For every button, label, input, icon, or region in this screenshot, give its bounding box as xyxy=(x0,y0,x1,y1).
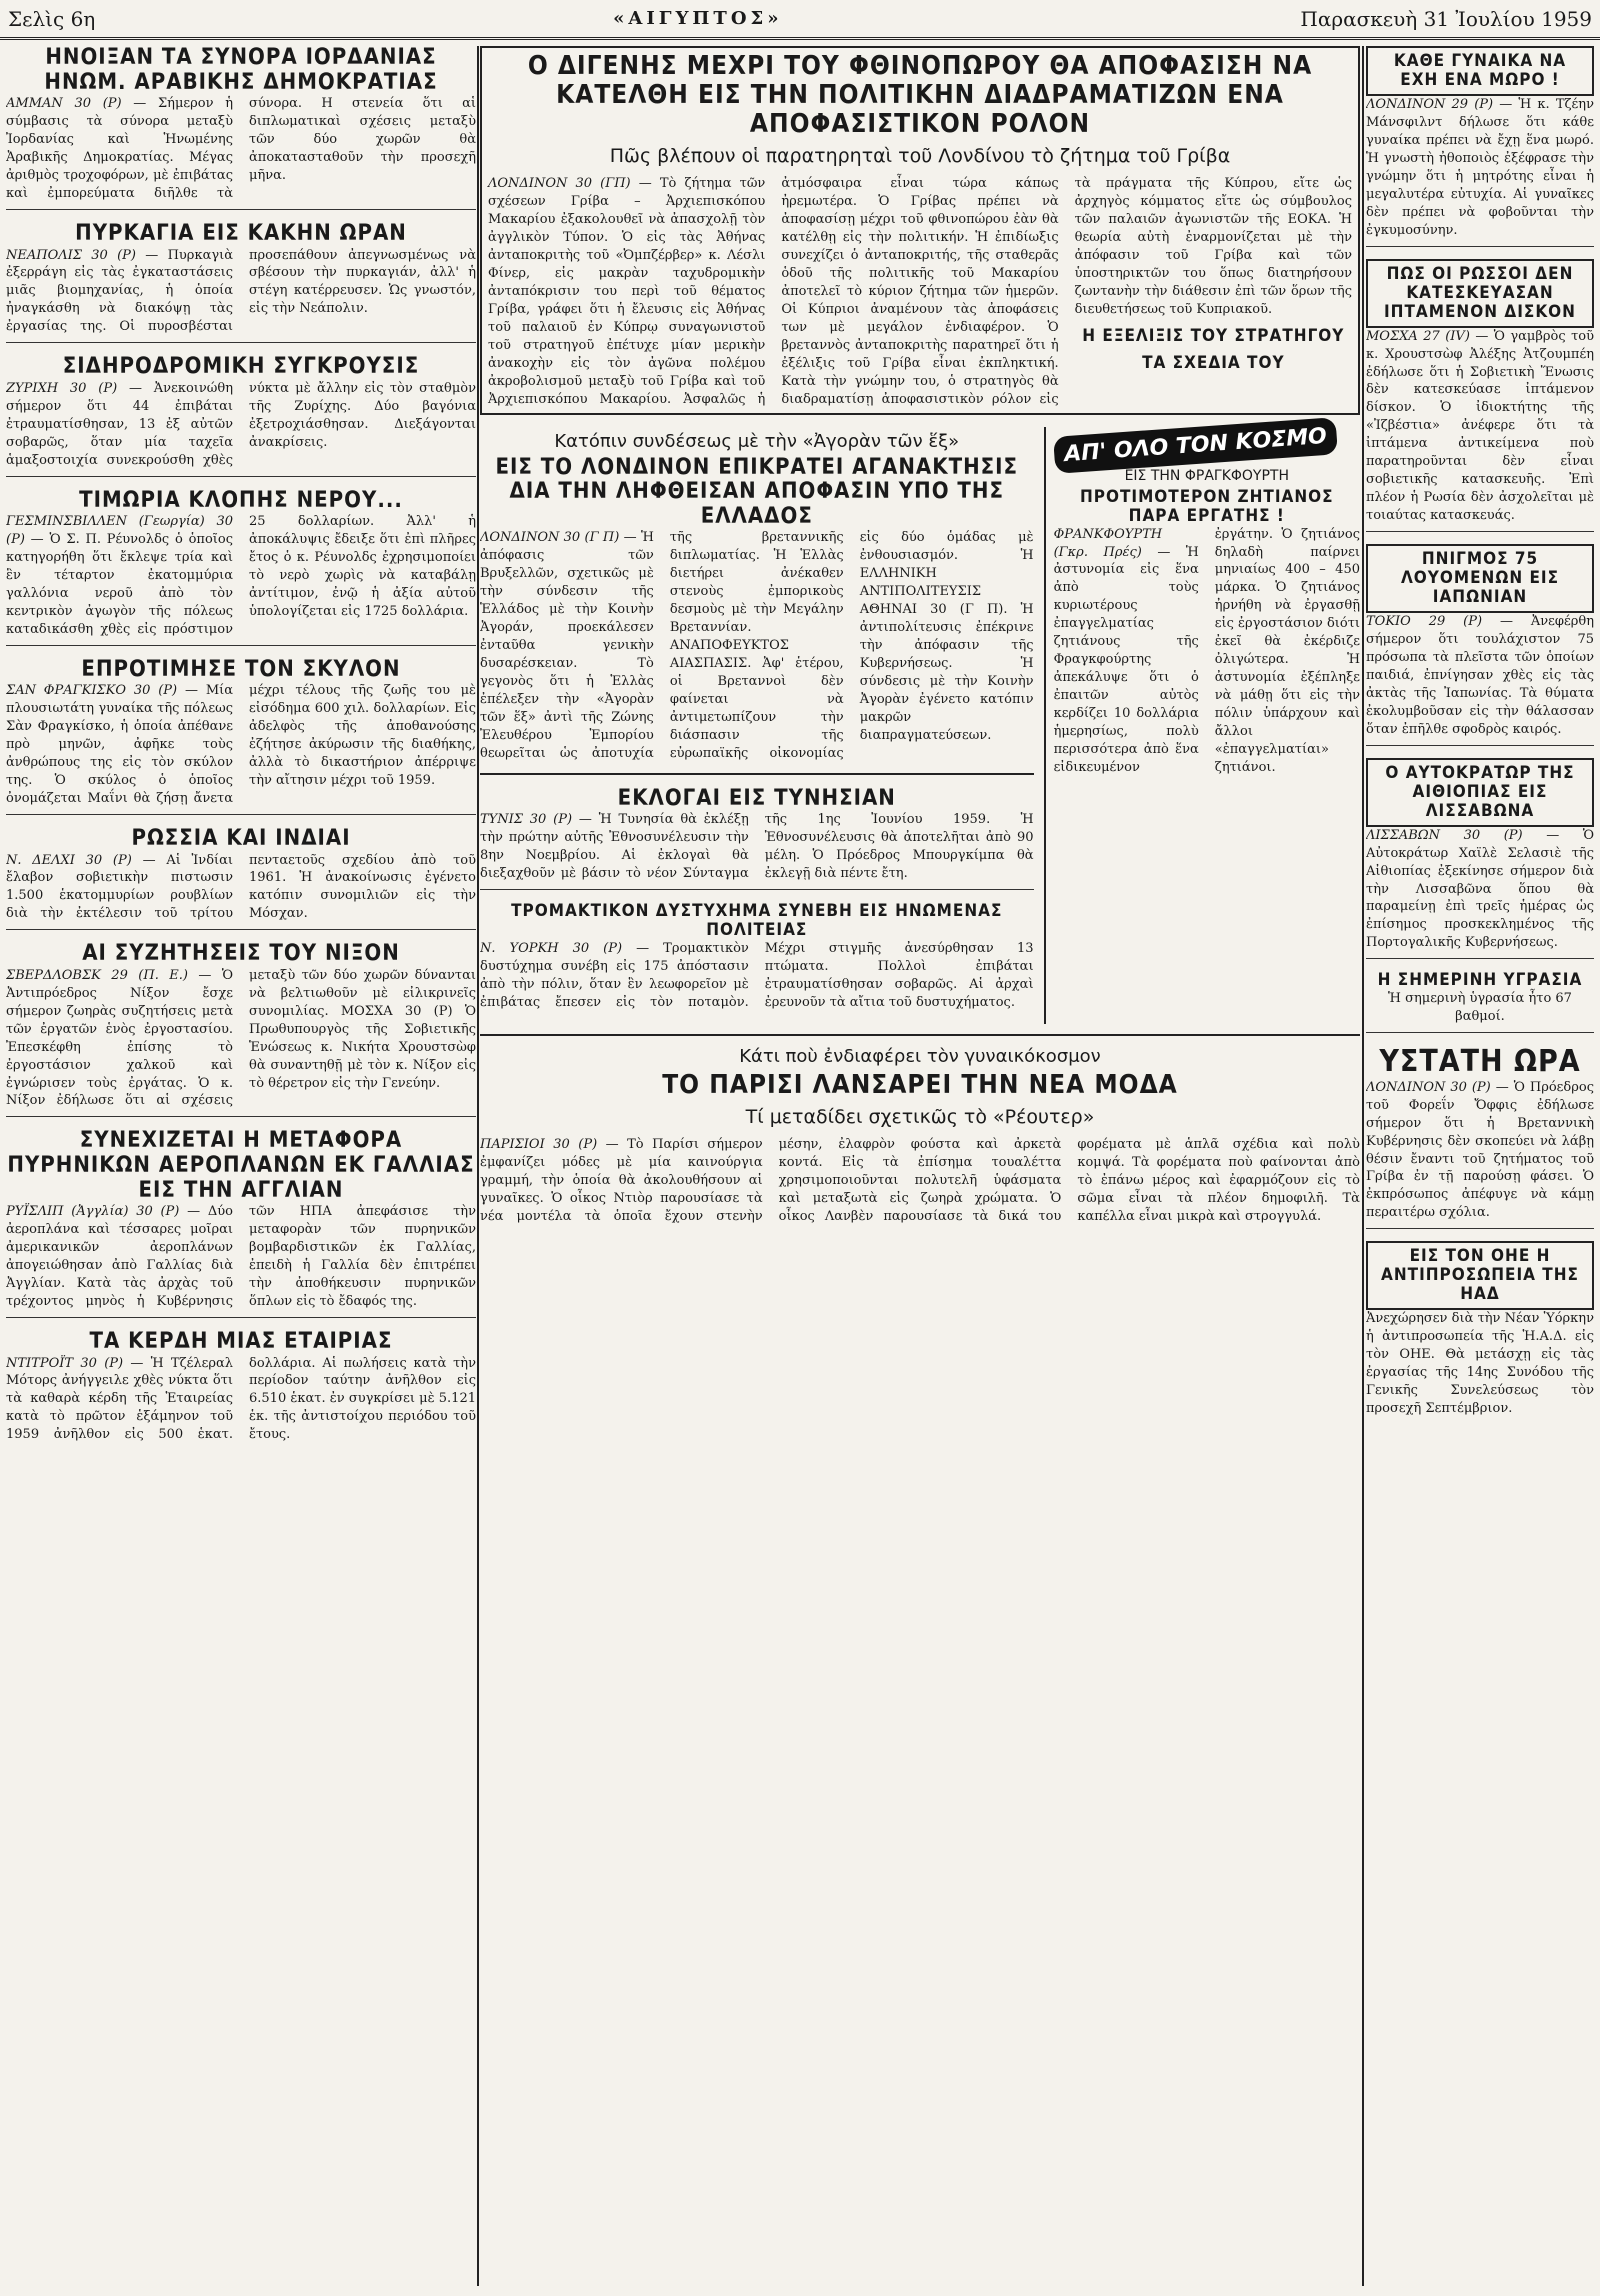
divider xyxy=(480,889,1034,890)
section-logo xyxy=(1054,423,1360,467)
article-body: ΝΕΑΠΟΛΙΣ 30 (Ρ) — Πυρκαγιὰ ἐξερράγη εἰς τὰς ἐγκαταστάσεις μιᾶς βιομηχανίας, ἡ ὁποία ἠναγκάσθη νὰ διακόψῃ τὰς ἐργασίας της. Οἱ πυροσβέσται προσεπάθουν ἀπεγνωσμένως νὰ σβέσουν τὴν πυρκαγιάν, ἀλλ' ἡ στέγη κατέρρευσεν. Ὡς γνωστόν, εἰς τὴν Νεάπολιν. xyxy=(6,247,476,335)
article-text: Μία πλουσιωτάτη γυναίκα τῆς πόλεως Σὰν Φραγκίσκο, ἡ ὁποία ἀπέθανε πρὸ μηνῶν, ἀφῆκε τοὺς ἀνθρώπους της εἰς τὸν σκύλον της. Ὁ σκύλος ὁ ὁποῖος ὀνομάζεται Μαΐνι θὰ ζήσῃ ἄνετα μέχρι τέλους τῆς ζωῆς του μὲ εἰσόδημα 600 χιλ. δολλαρίων. Εἰς ἀδελφὸς τῆς ἀποθανούσης ἐζήτησε ἀκύρωσιν τῆς διαθήκης, ἀλλὰ τὸ δικαστήριον ἀπέρριψε τὴν αἴτησιν μέχρι τοῦ 1959. xyxy=(6,683,476,806)
apollo-logo: ΑΠ' ΟΛΟ ΤΟΝ ΚΟΣΜΟ xyxy=(1053,417,1338,474)
headline: ΠΥΡΚΑΓΙΑ ΕΙΣ ΚΑΚΗΝ ΩΡΑΝ xyxy=(75,220,407,246)
headline: ΤΑ ΚΕΡΔΗ ΜΙΑΣ ΕΤΑΙΡΙΑΣ xyxy=(89,1328,393,1354)
article-nixon xyxy=(6,942,476,1117)
article-body: ΛΟΝΔΙΝΟΝ 30 (Ρ) — Ὁ Πρόεδρος τοῦ Φορεΐν Ὄφφις ἐδήλωσε σήμερον ὅτι ἡ Βρεταννικὴ Κυβέρνησις δὲν σκοπεύει νὰ λάβῃ θέσιν ἔναντι τοῦ ζητήματος τοῦ Γρίβα ἐν τῇ παρούσῃ φάσει. Ὁ ἐκπρόσωπος ἀπέφυγε νὰ κάμῃ περαιτέρω σχόλια. xyxy=(1366,1079,1594,1221)
divider xyxy=(1366,1228,1594,1229)
headline: ΑΙ ΣΥΖΗΤΗΣΕΙΣ ΤΟΥ ΝΙΞΟΝ xyxy=(82,941,400,967)
article-text: Ὁ Αὐτοκράτωρ Χαϊλὲ Σελασιὲ τῆς Αἰθιοπίας ἐξεκίνησε σήμερον διὰ τὴν Λισσαβῶνα ὅπου θὰ παραμείνῃ ἐπὶ τρεῖς ἡμέρας ὡς ἐπίσημος προσκεκλημένος τῆς Πορτογαλικῆς Κυβερνήσεως. xyxy=(1366,827,1594,951)
article-humidity xyxy=(1366,971,1594,1033)
main-column xyxy=(480,46,1360,2286)
article-text: Ὁ γαμβρὸς τοῦ κ. Χρουστσὼφ Ἀλέξης Ἀτζουμπέη ἐδήλωσε ὅτι ἡ Σοβιετικὴ Ἕνωσις δὲν κατεσκεύασε ἰπτάμενον δίσκον. Ὁ ἰδιοκτήτης τῆς «Ἰζβέστια» ἀνέφερε ὅτι τὰ ἰπτάμενα ἀντικείμενα ποὺ παρατηροῦνται δὲν εἶναι σοβιετικῆς κατασκευῆς. Ἐπὶ πλέον ἡ Ρωσία δὲν ἀσχολεῖται μὲ τοιαύτας κατασκευάς. xyxy=(1366,328,1594,524)
headline: ΕΚΛΟΓΑΙ ΕΙΣ ΤΥΝΗΣΙΑΝ xyxy=(617,785,896,811)
article-text: Τρομακτικὸν δυστύχημα συνέβη εἰς 175 ἀπόστασιν ἀπὸ τὴν πόλιν, ὅταν ἓν λεωφορεῖον μὲ ἐπιβάτας ἔπεσεν εἰς τὸν ποταμὸν. Μέχρι στιγμῆς ἀνεσύρθησαν 13 πτώματα. Πολλοὶ ἐπιβάται ἐτραυματίσθησαν σοβαρῶς. Αἱ ἀρχαὶ ἐρευνοῦν τὰ αἴτια τοῦ δυστυχήματος. xyxy=(480,941,1034,1010)
article-profits xyxy=(6,1330,476,1444)
article-body: ΤΟΚΙΟ 29 (Ρ) — Ἀνεφέρθη σήμερον ὅτι τουλάχιστον 75 πρόσωπα τὰ πλεῖστα τῶν ὁποίων παιδιά, ἐπνίγησαν χθὲς εἰς τὰς ἀκτὰς τῆς Ἰαπωνίας. Τὰ θύματα ἐκολυμβοῦσαν εἰς τὴν θάλασσαν ὅταν ἐπῆλθε σφοδρὸς καιρός. xyxy=(1366,614,1594,737)
article-text: Ὁ Ἀντιπρόεδρος Νίξον ἔσχε σήμερον ζωηρὰς συζητήσεις μετὰ τῶν ἐργατῶν ἑνὸς ἐργοστασίου. Ἐπεσκέφθη ἐπίσης τὸ ἐργοστάσιον χαλκοῦ καὶ ἐγνώρισεν τοὺς ἐργάτας. Ὁ κ. Νίξον ἐδήλωσε ὅτι αἱ σχέσεις μεταξὺ τῶν δύο χωρῶν δύνανται νὰ βελτιωθοῦν μὲ εἰλικρινεῖς συνομιλίας. ΜΟΣΧΑ 30 (Ρ) Ὁ Πρωθυπουργὸς τῆς Σοβιετικῆς Ἑνώσεως κ. Νικήτα Χρουστσὼφ θὰ συναντηθῇ μὲ τὸν κ. Νίξον εἰς τὸ θέρετρον εἰς τὴν Γενεύην. xyxy=(6,967,476,1109)
article-fire xyxy=(6,222,476,343)
divider xyxy=(6,209,476,210)
subhead: ΤΑ ΣΧΕΔΙΑ ΤΟΥ xyxy=(1142,352,1285,373)
left-column xyxy=(6,46,476,2286)
article-text: Ἡ σημερινὴ ὑγρασία ἦτο 67 βαθμοί. xyxy=(1388,991,1572,1025)
article-text: Ἀνεχώρησεν διὰ τὴν Νέαν Ὑόρκην ἡ ἀντιπροσωπεία τῆς Ἡ.Α.Δ. εἰς τὸν ΟΗΕ. Θὰ μετάσχῃ εἰς τὰς ἐργασίας τῆς 14ης Συνόδου τῆς Γενικῆς Συνελεύσεως τὸν προσεχῆ Σεπτέμβριον. xyxy=(1366,1311,1594,1417)
divider xyxy=(1366,1032,1594,1033)
article-body: ΦΡΑΝΚΦΟΥΡΤΗ (Γκρ. Πρές) — Ἡ ἀστυνομία εἰς ἕνα ἀπὸ τοὺς κυριωτέρους ἐπαγγελματίας ζητιάνους τῆς Φραγκφούρτης ἀπεκάλυψε ὅτι ὁ ἐπαιτῶν αὐτὸς κερδίζει 10 δολλάρια ἡμερησίως, πολὺ περισσότερα ἀπὸ ἕνα εἰδικευμένον ἐργάτην. Ὁ ζητιάνος δηλαδὴ παίρνει μηνιαίως 400 – 450 μάρκα. Ὁ ζητιάνος ἠρνήθη νὰ ἐργασθῇ εἰς ἐργοστάσιον διότι ἐκεῖ θὰ ἐκέρδιζε ὀλιγώτερα. Ἡ ἀστυνομία ἐξέπληξε νὰ μάθῃ ὅτι εἰς τὴν πόλιν ὑπάρχουν καὶ ἄλλοι «ἐπαγγελματίαι» ζητιάνοι. xyxy=(1053,526,1360,775)
headline: ΚΑΘΕ ΓΥΝΑΙΚΑ ΝΑ ΕΧΗ ΕΝΑ ΜΩΡΟ ! xyxy=(1366,46,1594,96)
divider xyxy=(480,773,1034,775)
article-text: Σήμερον ἡ σύμβασις τὰ σύνορα μεταξὺ Ἰορδανίας καὶ Ἡνωμένης Ἀραβικῆς Δημοκρατίας. Μέγας ἀριθμὸς τροχοφόρων, μὲ ἐπιβάτας καὶ ἐμπορεύματα διῆλθε τὰ σύνορα. Η στενεία ὅτι αἱ διπλωματικαὶ σχέσεις μεταξὺ τῶν δύο χωρῶν θὰ ἀποκατασταθοῦν τὴν προσεχῆ μῆνα. xyxy=(6,96,476,201)
dateline: ΑΜΜΑΝ 30 (Ρ) xyxy=(6,96,122,112)
headline: ΠΝΙΓΜΟΣ 75 ΛΟΥΟΜΕΝΩΝ ΕΙΣ ΙΑΠΩΝΙΑΝ xyxy=(1366,544,1594,613)
divider xyxy=(1366,745,1594,746)
right-block xyxy=(1044,423,1360,1024)
article-baby xyxy=(1366,46,1594,247)
article-text: Τὸ Παρίσι σήμερον ἐμφανίζει μόδες μὲ μία καινούργια γραμμή, τὴν ὁποία θὰ ἀκολουθήσουν αἱ γυναῖκες. Ὁ οἶκος Ντιὸρ παρουσίασε τὰ νέα μοντέλα τὰ ὁποῖα ἔχουν στενὴν μέσην, ἐλαφρὸν φούστα καὶ ἀρκετὰ κοντά. Εἰς τὰ ἐπίσημα τουαλέττα χρησιμοποιοῦνται πολυτελῆ ὑφάσματα καὶ μεταξωτὰ εἰς ζωηρὰ χρώματα. Ὁ οἶκος Λανβὲν παρουσίασε τὰ δικά του φορέματα μὲ ἁπλᾶ σχέδια καὶ πολὺ κομψά. Τὰ φορέματα ποὺ φαίνονται ἀπὸ τὸ ἐπάνω μέρος καὶ ἐφαρμόζουν εἰς τὸ σῶμα εἶναι τὰ πλέον δημοφιλῆ. Τὰ καπέλλα εἶναι μικρὰ καὶ στρογγυλά. xyxy=(480,1136,1360,1224)
article-text: Ἡ ἀπόφασις τῶν Βρυξελλῶν, σχετικῶς μὲ τὴν σύνδεσιν τῆς Ἑλλάδος μὲ τὴν Κοινὴν Ἀγοράν, προεκάλεσεν ἐνταῦθα γενικὴν δυσαρέσκειαν. Τὸ γεγονὸς ὅτι ἡ Ἑλλὰς ἐπέλεξεν τὴν «Ἀγορὰν τῶν ἕξ» ἀντὶ τῆς Ζώνης Ἐλευθέρου Ἐμπορίου θεωρεῖται ὡς ἀποτυχία τῆς βρεταννικῆς διπλωματίας. Ἡ Ἑλλὰς διετήρει ἀνέκαθεν στενοὺς ἐμπορικοὺς δεσμοὺς μὲ τὴν Μεγάλην Βρεταννίαν. ΑΝΑΠΟΦΕΥΚΤΟΣ ΑΙΑΣΠΑΣΙΣ. Ἀφ' ἑτέρου, οἱ Βρεταννοὶ δὲν φαίνεται νὰ ἀντιμετωπίζουν τὴν διάσπασιν τῆς εὐρωπαϊκῆς οἰκονομίας εἰς δύο ὁμάδας μὲ ἐνθουσιασμόν. Ἡ ΕΛΛΗΝΙΚΗ ΑΝΤΙΠΟΛΙΤΕΥΣΙΣ ΑΘΗΝΑΙ 30 (Γ Π). Ἡ ἀντιπολίτευσις ἐπέκρινε τὴν ἀπόφασιν τῆς Κυβερνήσεως. Ἡ σύνδεσις μὲ τὴν Κοινὴν Ἀγορὰν ἐγένετο κατόπιν μακρῶν διαπραγματεύσεων. xyxy=(480,530,1034,761)
article-accident xyxy=(480,902,1034,1012)
article-late-news xyxy=(1366,1045,1594,1229)
headline: ΤΟ ΠΑΡΙΣΙ ΛΑΝΣΑΡΕΙ ΤΗΝ ΝΕΑ ΜΟΔΑ xyxy=(662,1069,1178,1100)
article-body: ΣΑΝ ΦΡΑΓΚΙΣΚΟ 30 (Ρ) — Μία πλουσιωτάτη γυναίκα τῆς πόλεως Σὰν Φραγκίσκο, ἡ ὁποία ἀπέθανε πρὸ μηνῶν, ἀφῆκε τοὺς ἀνθρώπους της εἰς τὸν σκύλον της. Ὁ σκύλος ὁ ὁποῖος ὀνομάζεται Μαΐνι θὰ ζήσῃ ἄνετα μέχρι τέλους τῆς ζωῆς του μὲ εἰσόδημα 600 χιλ. δολλαρίων. Εἰς ἀδελφὸς τῆς ἀποθανούσης ἐζήτησε ἀκύρωσιν τῆς διαθήκης, ἀλλὰ τὸ δικαστήριον ἀπέρριψε τὴν αἴτησιν μέχρι τοῦ 1959. xyxy=(6,683,476,806)
dateline: ΓΕΣΜΙΝΣΒΙΛΛΕΝ (Γεωργία) 30 (Ρ) xyxy=(6,514,233,548)
divider xyxy=(480,1034,1360,1036)
article-ethiopia xyxy=(1366,758,1594,960)
dateline: ΖΥΡΙΧΗ 30 (Ρ) xyxy=(6,380,118,396)
dateline: ΡΥΪΣΛΙΠ (Ἀγγλία) 30 (Ρ) xyxy=(6,1204,180,1220)
article-text: Ἡ κ. Τζέην Μάνσφιλντ δήλωσε ὅτι κάθε γυναίκα πρέπει νὰ ἔχῃ ἕνα μωρό. Ἡ γνωστὴ ἠθοποιὸς ἐξέφρασε τὴν γνώμην ὅτι ἡ μητρότης εἶναι ἡ μεγαλυτέρα εὐτυχία. Αἱ γυναῖκες δὲν πρέπει νὰ φοβοῦνται τὴν ἐγκυμοσύνην. xyxy=(1366,97,1594,238)
article-beggar xyxy=(1053,423,1360,777)
article-body: ΓΕΣΜΙΝΣΒΙΛΛΕΝ (Γεωργία) 30 (Ρ) — Ὁ Σ. Π. Ρέυνολδς ὁ ὁποῖος κατηγορήθη ὅτι ἔκλεψε τρία καὶ ἓν τέταρτον ἐκατομμύρια γαλλόνια νεροῦ ἀπὸ τὸν κεντρικὸν ἀγωγὸν τῆς πόλεως καταδικάσθη χθὲς εἰς πρόστιμον 25 δολλαρίων. Ἀλλ' ἡ ἀποκάλυψις ἔδειξε ὅτι ἐπὶ πλῆρες ἔτος ὁ κ. Ρέυνολδς ἐχρησιμοποίει τὸ νερὸ χωρὶς νὰ καταβάλῃ ἀντίτιμον, ἐνῷ ἡ ἀξία αὐτοῦ ὑπολογίζεται εἰς 1725 δολλάρια. xyxy=(6,514,476,637)
headline: ΤΙΜΩΡΙΑ ΚΛΟΠΗΣ ΝΕΡΟΥ... xyxy=(79,487,403,513)
article-body: ΛΟΝΔΙΝΟΝ 30 (Γ Π) — Ἡ ἀπόφασις τῶν Βρυξελλῶν, σχετικῶς μὲ τὴν σύνδεσιν τῆς Ἑλλάδος μὲ τὴν Κοινὴν Ἀγοράν, προεκάλεσεν ἐνταῦθα γενικὴν δυσαρέσκειαν. Τὸ γεγονὸς ὅτι ἡ Ἑλλὰς ἐπέλεξεν τὴν «Ἀγορὰν τῶν ἕξ» ἀντὶ τῆς Ζώνης Ἐλευθέρου Ἐμπορίου θεωρεῖται ὡς ἀποτυχία τῆς βρεταννικῆς διπλωματίας. Ἡ Ἑλλὰς διετήρει ἀνέκαθεν στενοὺς ἐμπορικοὺς δεσμοὺς μὲ τὴν Μεγάλην Βρεταννίαν. ΑΝΑΠΟΦΕΥΚΤΟΣ ΑΙΑΣΠΑΣΙΣ. Ἀφ' ἑτέρου, οἱ Βρεταννοὶ δὲν φαίνεται νὰ ἀντιμετωπίζουν τὴν διάσπασιν τῆς εὐρωπαϊκῆς οἰκονομίας εἰς δύο ὁμάδας μὲ ἐνθουσιασμόν. Ἡ ΕΛΛΗΝΙΚΗ ΑΝΤΙΠΟΛΙΤΕΥΣΙΣ ΑΘΗΝΑΙ 30 (Γ Π). Ἡ ἀντιπολίτευσις ἐπέκρινε τὴν ἀπόφασιν τῆς Κυβερνήσεως. Ἡ σύνδεσις μὲ τὴν Κοινὴν Ἀγορὰν ἐγένετο κατόπιν μακρῶν διαπραγματεύσεων. xyxy=(480,530,1034,761)
article-un xyxy=(1366,1241,1594,1418)
page-number: Σελὶς 6η xyxy=(8,6,96,31)
masthead xyxy=(0,0,1600,40)
kicker: ΕΙΣ ΤΗΝ ΦΡΑΓΚΦΟΥΡΤΗ xyxy=(1124,467,1289,484)
article-body: ΝΤΙΤΡΟΪΤ 30 (Ρ) — Ἡ Τζέλεραλ Μότορς ἀνήγγειλε χθὲς νύκτα ὅτι τὰ καθαρὰ κέρδη τῆς Ἑταιρείας κατὰ τὸ πρῶτον ἑξάμηνον τοῦ 1959 ἀνῆλθον εἰς 500 ἑκατ. δολλάρια. Αἱ πωλήσεις κατὰ τὴν περίοδον ταύτην ἀνῆλθον εἰς 6.510 ἑκατ. ἐν συγκρίσει μὲ 5.121 ἑκ. τῆς ἀντιστοίχου περιόδου τοῦ ἔτους. xyxy=(6,1355,476,1443)
dateline: ΠΑΡΙΣΙΟΙ 30 (Ρ) xyxy=(480,1136,598,1152)
headline: ΕΠΡΟΤΙΜΗΣΕ ΤΟΝ ΣΚΥΛΟΝ xyxy=(81,656,401,682)
article-body: ΣΒΕΡΔΛΟΒΣΚ 29 (Π. Ε.) — Ὁ Ἀντιπρόεδρος Νίξον ἔσχε σήμερον ζωηρὰς συζητήσεις μετὰ τῶν ἐργατῶν ἑνὸς ἐργοστασίου. Ἐπεσκέφθη ἐπίσης τὸ ἐργοστάσιον χαλκοῦ καὶ ἐγνώρισεν τοὺς ἐργάτας. Ὁ κ. Νίξον ἐδήλωσε ὅτι αἱ σχέσεις μεταξὺ τῶν δύο χωρῶν δύνανται νὰ βελτιωθοῦν μὲ εἰλικρινεῖς συνομιλίας. ΜΟΣΧΑ 30 (Ρ) Ὁ Πρωθυπουργὸς τῆς Σοβιετικῆς Ἑνώσεως κ. Νικήτα Χρουστσὼφ θὰ συναντηθῇ μὲ τὸν κ. Νίξον εἰς τὸ θέρετρον εἰς τὴν Γενεύην. xyxy=(6,967,476,1109)
article-text: Ὁ Πρόεδρος τοῦ Φορεΐν Ὄφφις ἐδήλωσε σήμερον ὅτι ἡ Βρεταννικὴ Κυβέρνησις δὲν σκοπεύει νὰ λάβῃ θέσιν ἔναντι τοῦ ζητήματος τοῦ Γρίβα ἐν τῇ παρούσῃ φάσει. Ὁ ἐκπρόσωπος ἀπέφυγε νὰ κάμῃ περαιτέρω σχόλια. xyxy=(1366,1079,1594,1221)
headline: ΥΣΤΑΤΗ ΩΡΑ xyxy=(1379,1044,1581,1080)
article-text: Ἡ Τζέλεραλ Μότορς ἀνήγγειλε χθὲς νύκτα ὅτι τὰ καθαρὰ κέρδη τῆς Ἑταιρείας κατὰ τὸ πρῶτον ἑξάμηνον τοῦ 1959 ἀνῆλθον εἰς 500 ἑκατ. δολλάρια. Αἱ πωλήσεις κατὰ τὴν περίοδον ταύτην ἀνῆλθον εἰς 6.510 ἑκατ. ἐν συγκρίσει μὲ 5.121 ἑκ. τῆς ἀντιστοίχου περιόδου τοῦ ἔτους. xyxy=(6,1355,476,1443)
lead-subtitle: Πῶς βλέπουν οἱ παρατηρηταὶ τοῦ Λονδίνου τὸ ζήτημα τοῦ Γρίβα xyxy=(609,145,1231,168)
dateline: Ν. ΥΟΡΚΗ 30 (Ρ) xyxy=(480,941,623,957)
headline: ΣΥΝΕΧΙΖΕΤΑΙ Η ΜΕΤΑΦΟΡΑ ΠΥΡΗΝΙΚΩΝ ΑΕΡΟΠΛΑΝΩΝ ΕΚ ΓΑΛΛΙΑΣ ΕΙΣ ΤΗΝ ΑΓΓΛΙΑΝ xyxy=(7,1128,475,1203)
article-text: Ἡ Τυνησία θὰ ἐκλέξῃ τὴν πρώτην αὐτῆς Ἐθνοσυνέλευσιν τὴν 8ην Νοεμβρίου. Αἱ ἐκλογαὶ θὰ διεξαχθοῦν μὲ βάσιν τὸ νέον Σύνταγμα τῆς 1ης Ἰουνίου 1959. Ἡ Ἐθνοσυνέλευσις θὰ ἀποτελῆται ἀπὸ 90 μέλη. Ὁ Πρόεδρος Μπουργκίμπα θὰ ἐκλεγῇ διὰ πέντε ἔτη. xyxy=(480,812,1034,882)
article-fashion xyxy=(480,1046,1360,1226)
article-london xyxy=(480,431,1034,775)
dateline: ΣΑΝ ΦΡΑΓΚΙΣΚΟ 30 (Ρ) xyxy=(6,683,178,699)
dateline: ΦΡΑΝΚΦΟΥΡΤΗ (Γκρ. Πρές) xyxy=(1053,526,1163,560)
article-body: Ν. ΔΕΛΧΙ 30 (Ρ) — Αἱ Ἰνδίαι ἔλαβον σοβιετικὴν πιστωσιν 1.500 ἑκατομμυρίων ρουβλίων διὰ τὴν ἐκτέλεσιν τοῦ τρίτου πενταετοῦς σχεδίου ἀπὸ τοῦ 1961. Ἡ ἀνακοίνωσις ἐγένετο κατόπιν συνομιλιῶν εἰς τὴν Μόσχαν. xyxy=(6,852,476,922)
article-body: ΠΑΡΙΣΙΟΙ 30 (Ρ) — Τὸ Παρίσι σήμερον ἐμφανίζει μόδες μὲ μία καινούργια γραμμή, τὴν ὁποία θὰ ἀκολουθήσουν αἱ γυναῖκες. Ὁ οἶκος Ντιὸρ παρουσίασε τὰ νέα μοντέλα τὰ ὁποῖα ἔχουν στενὴν μέσην, ἐλαφρὸν φούστα καὶ ἀρκετὰ κοντά. Εἰς τὰ ἐπίσημα τουαλέττα χρησιμοποιοῦνται πολυτελῆ ὑφάσματα καὶ μεταξωτὰ εἰς ζωηρὰ χρώματα. Ὁ οἶκος Λανβὲν παρουσίασε τὰ δικά του φορέματα μὲ ἁπλᾶ σχέδια καὶ πολὺ κομψά. Τὰ φορέματα ποὺ φαίνονται ἀπὸ τὸ ἐπάνω μέρος καὶ ἐφαρμόζουν εἰς τὸ σῶμα εἶναι τὰ πλέον δημοφιλῆ. Τὰ καπέλλα εἶναι μικρὰ καὶ στρογγυλά. xyxy=(480,1136,1360,1224)
kicker: Κατόπιν συνδέσεως μὲ τὴν «Ἀγορὰν τῶν ἕξ» xyxy=(554,430,960,452)
divider xyxy=(6,476,476,477)
divider xyxy=(6,929,476,930)
article-text: Ὁ Σ. Π. Ρέυνολδς ὁ ὁποῖος κατηγορήθη ὅτι ἔκλεψε τρία καὶ ἓν τέταρτον ἐκατομμύρια γαλλόνια νεροῦ ἀπὸ τὸν κεντρικὸν ἀγωγὸν τῆς πόλεως καταδικάσθη χθὲς εἰς πρόστιμον 25 δολλαρίων. Ἀλλ' ἡ ἀποκάλυψις ἔδειξε ὅτι ἐπὶ πλῆρες ἔτος ὁ κ. Ρέυνολδς ἐχρησιμοποίει τὸ νερὸ χωρὶς νὰ καταβάλῃ ἀντίτιμον, ἐνῷ ἡ ἀξία αὐτοῦ ὑπολογίζεται εἰς 1725 δολλάρια. xyxy=(6,514,476,637)
article-body: ΑΜΜΑΝ 30 (Ρ) — Σήμερον ἡ σύμβασις τὰ σύνορα μεταξὺ Ἰορδανίας καὶ Ἡνωμένης Ἀραβικῆς Δημοκρατίας. Μέγας ἀριθμὸς τροχοφόρων, μὲ ἐπιβάτας καὶ ἐμπορεύματα διῆλθε τὰ σύνορα. Η στενεία ὅτι αἱ διπλωματικαὶ σχέσεις μεταξὺ τῶν δύο χωρῶν θὰ ἀποκατασταθοῦν τὴν προσεχῆ μῆνα. xyxy=(6,96,476,201)
divider xyxy=(1366,246,1594,247)
divider xyxy=(1366,531,1594,532)
issue-date: Παρασκευὴ 31 Ἰουλίου 1959 xyxy=(1300,6,1592,31)
column-rule xyxy=(1362,46,1364,2286)
article-text: Αἱ Ἰνδίαι ἔλαβον σοβιετικὴν πιστωσιν 1.500 ἑκατομμυρίων ρουβλίων διὰ τὴν ἐκτέλεσιν τοῦ τρίτου πενταετοῦς σχεδίου ἀπὸ τοῦ 1961. Ἡ ἀνακοίνωσις ἐγένετο κατόπιν συνομιλιῶν εἰς τὴν Μόσχαν. xyxy=(6,852,476,922)
dateline: ΛΙΣΣΑΒΩΝ 30 (Ρ) xyxy=(1366,827,1523,843)
article-text: Ἡ ἀστυνομία εἰς ἕνα ἀπὸ τοὺς κυριωτέρους ἐπαγγελματίας ζητιάνους τῆς Φραγκφούρτης ἀπεκάλυψε ὅτι ὁ ἐπαιτῶν αὐτὸς κερδίζει 10 δολλάρια ἡμερησίως, πολὺ περισσότερα ἀπὸ ἕνα εἰδικευμένον ἐργάτην. Ὁ ζητιάνος δηλαδὴ παίρνει μηνιαίως 400 – 450 μάρκα. Ὁ ζητιάνος ἠρνήθη νὰ ἐργασθῇ εἰς ἐργοστάσιον διότι ἐκεῖ θὰ ἐκέρδιζε ὀλιγώτερα. Ἡ ἀστυνομία ἐξέπληξε νὰ μάθῃ ὅτι εἰς τὴν πόλιν ὑπάρχουν καὶ ἄλλοι «ἐπαγγελματίαι» ζητιάνοι. xyxy=(1053,526,1360,775)
divider xyxy=(1366,958,1594,959)
dateline: ΜΟΣΧΑ 27 (ΙV) xyxy=(1366,328,1470,344)
article-body: ΖΥΡΙΧΗ 30 (Ρ) — Ἀνεκοινώθη σήμερον ὅτι 44 ἐπιβάται ἐτραυματίσθησαν, 13 ἐξ αὐτῶν σοβαρῶς, ὅταν μία ταχεῖα ἁμαξοστοιχία συνεκρούσθη χθὲς νύκτα μὲ ἄλλην εἰς τὸν σταθμὸν τῆς Ζυρίχης. Δύο βαγόνια ἐξετροχιάσθησαν. Διεξάγονται ἀνακρίσεις. xyxy=(6,380,476,468)
article-body: ΛΟΝΔΙΝΟΝ 29 (Ρ) — Ἡ κ. Τζέην Μάνσφιλντ δήλωσε ὅτι κάθε γυναίκα πρέπει νὰ ἔχῃ ἕνα μωρό. Ἡ γνωστὴ ἠθοποιὸς ἐξέφρασε τὴν γνώμην ὅτι ἡ μητρότης εἶναι ἡ μεγαλυτέρα εὐτυχία. Αἱ γυναῖκες δὲν πρέπει νὰ φοβοῦνται τὴν ἐγκυμοσύνην. xyxy=(1366,97,1594,238)
kicker: Κάτι ποὺ ἐνδιαφέρει τὸν γυναικόκοσμον xyxy=(739,1045,1101,1067)
lead-headline: Ο ΔΙΓΕΝΗΣ ΜΕΧΡΙ ΤΟΥ ΦΘΙΝΟΠΩΡΟΥ ΘΑ ΑΠΟΦΑΣΙΣΗ ΝΑ ΚΑΤΕΛΘΗ ΕΙΣ ΤΗΝ ΠΟΛΙΤΙΚΗΝ ΔΙΑΔΡΑΜΑΤΙΖΩΝ ΕΝΑ ΑΠΟΦΑΣΙΣΤΙΚΟΝ ΡΟΛΟΝ xyxy=(527,51,1313,140)
middle-row xyxy=(480,423,1360,1024)
headline: ΣΙΔΗΡΟΔΡΟΜΙΚΗ ΣΥΓΚΡΟΥΣΙΣ xyxy=(62,354,420,380)
headline: ΠΡΟΤΙΜΟΤΕΡΟΝ ΖΗΤΙΑΝΟΣ ΠΑΡΑ ΕΡΓΑΤΗΣ ! xyxy=(1079,486,1334,526)
divider xyxy=(6,1317,476,1318)
dateline: ΝΕΑΠΟΛΙΣ 30 (Ρ) xyxy=(6,247,136,263)
newspaper-name: «ΑΙΓΥΠΤΟΣ» xyxy=(613,8,783,29)
article-text: Πυρκαγιὰ ἐξερράγη εἰς τὰς ἐγκαταστάσεις μιᾶς βιομηχανίας, ἡ ὁποία ἠναγκάσθη νὰ διακόψῃ τὰς ἐργασίας της. Οἱ πυροσβέσται προσεπάθουν ἀπεγνωσμένως νὰ σβέσουν τὴν πυρκαγιάν, ἀλλ' ἡ στέγη κατέρρευσεν. Ὡς γνωστόν, εἰς τὴν Νεάπολιν. xyxy=(6,247,476,335)
headline: Ο ΑΥΤΟΚΡΑΤΩΡ ΤΗΣ ΑΙΘΙΟΠΙΑΣ ΕΙΣ ΛΙΣΣΑΒΩΝΑ xyxy=(1366,758,1594,827)
article-text: Τὸ ζήτημα τῶν σχέσεων Γρίβα – Ἀρχιεπισκόπου Μακαρίου ἐξακολουθεῖ νὰ ἀπασχολῇ τὸν ἀγγλικὸν Τύπον. Ὁ εἰς τὰς Ἀθήνας ἀνταποκριτὴς τοῦ «Ὀμπζέρβερ» κ. Λέσλι Φίνερ, εἰς μακρὰν ταχυδρομικὴν ἀνταπόκρισιν του περὶ τοῦ θέματος Γρίβα, γράφει ὅτι ἡ ἔλευσις εἰς Ἀθήνας τοῦ παλαιοῦ ἐν Κύπρῳ συναγωνιστοῦ τοῦ στρατηγοῦ ἐπέτυχε μίαν μερικὴν ἀνακοχὴν εἰς τὸν ἀγῶνα πολέμου ἀκροβολισμοῦ μεταξὺ τοῦ Γρίβα καὶ τοῦ Ἀρχιεπισκόπου Μακαρίου. Ἀσφαλῶς ἡ ἀτμόσφαιρα εἶναι τώρα κάπως ἠρεμωτέρα. Ὁ Γρίβας πρέπει νὰ ἀποφασίσῃ μέχρι τοῦ φθινοπώρου ἐὰν θὰ κατέλθῃ εἰς τὴν πολιτικήν. Ἡ ἐπιδίωξις συνεχίζει ὁ ἀνταποκριτής, τῆς σταθερᾶς ὁδοῦ τῆς πολιτικῆς τοῦ Μακαρίου ἀποτελεῖ τὸ κύριον ζήτημα τῶν ἡμερῶν. Οἱ Κύπριοι ἀναμένουν τὰς ἀποφάσεις των μὲ μεγάλον ἐνδιαφέρον. Ὁ βρεταννὸς ἀνταποκριτὴς παρατηρεῖ ὅτι ἡ ἐξέλιξις τοῦ Γρίβα εἶναι ἐκπληκτική. Κατὰ τὴν γνώμην του, ὁ στρατηγὸς θὰ διαδραματίσῃ ἀποφασιστικὸν ρόλον εἰς τὰ πράγματα τῆς Κύπρου, εἴτε ὡς ἀρχηγὸς κόμματος εἴτε ὡς σύμβουλος τῶν παλαιῶν ἀγωνιστῶν τῆς ΕΟΚΑ. Ἡ θεωρία αὐτὴ ἐναρμονίζεται μὲ τὴν ἀπόφασιν τοῦ Γρίβα καὶ τῶν ὑποστηρικτῶν του ὅπως διατηρήσουν ζωντανὴν τὴν διάθεσιν ἐπὶ τῶν ὅρων τῆς διευθετήσεως τοῦ Κυπριακοῦ. xyxy=(488,176,1352,407)
article-text: Ἀνεφέρθη σήμερον ὅτι τουλάχιστον 75 πρόσωπα τὰ πλεῖστα τῶν ὁποίων παιδιά, ἐπνίγησαν χθὲς εἰς τὰς ἀκτὰς τῆς Ἰαπωνίας. Τὰ θύματα ἐκολυμβοῦσαν εἰς τὴν θάλασσαν ὅταν ἐπῆλθε σφοδρὸς καιρός. xyxy=(1366,614,1594,737)
column-rule xyxy=(477,46,479,2286)
article-body: ΛΙΣΣΑΒΩΝ 30 (Ρ) — Ὁ Αὐτοκράτωρ Χαϊλὲ Σελασιὲ τῆς Αἰθιοπίας ἐξεκίνησε σήμερον διὰ τὴν Λισσαβῶνα ὅπου θὰ παραμείνῃ ἐπὶ τρεῖς ἡμέρας ὡς ἐπίσημος προσκεκλημένος τῆς Πορτογαλικῆς Κυβερνήσεως. xyxy=(1366,827,1594,951)
article-text: Ἀνεκοινώθη σήμερον ὅτι 44 ἐπιβάται ἐτραυματίσθησαν, 13 ἐξ αὐτῶν σοβαρῶς, ὅταν μία ταχεῖα ἁμαξοστοιχία συνεκρούσθη χθὲς νύκτα μὲ ἄλλην εἰς τὸν σταθμὸν τῆς Ζυρίχης. Δύο βαγόνια ἐξετροχιάσθησαν. Διεξάγονται ἀνακρίσεις. xyxy=(6,380,476,468)
article-tunisia xyxy=(480,787,1034,890)
dateline: ΛΟΝΔΙΝΟΝ 29 (Ρ) xyxy=(1366,97,1494,113)
right-column xyxy=(1366,46,1594,2286)
subhead: Η ΕΞΕΛΙΞΙΣ ΤΟΥ ΣΤΡΑΤΗΓΟΥ xyxy=(1082,325,1345,346)
article-jordan xyxy=(6,46,476,210)
dateline: ΛΟΝΔΙΝΟΝ 30 (Ρ) xyxy=(1366,1079,1491,1095)
article-train xyxy=(6,355,476,476)
headline: ΕΙΣ ΤΟ ΛΟΝΔΙΝΟΝ ΕΠΙΚΡΑΤΕΙ ΑΓΑΝΑΚΤΗΣΙΣ ΔΙΑ ΤΗΝ ΛΗΦΘΕΙΣΑΝ ΑΠΟΦΑΣΙΝ ΥΠΟ ΤΗΣ ΕΛΛΑΔΟΣ xyxy=(495,454,1019,529)
headline: ΤΡΟΜΑΚΤΙΚΟΝ ΔΥΣΤΥΧΗΜΑ ΣΥΝΕΒΗ ΕΙΣ ΗΝΩΜΕΝΑΣ ΠΟΛΙΤΕΙΑΣ xyxy=(511,900,1003,940)
headline: ΕΙΣ ΤΟΝ ΟΗΕ Η ΑΝΤΙΠΡΟΣΩΠΕΙΑ ΤΗΣ ΗΑΔ xyxy=(1366,1241,1594,1310)
headline: ΠΩΣ ΟΙ ΡΩΣΣΟΙ ΔΕΝ ΚΑΤΕΣΚΕΥΑΣΑΝ ΙΠΤΑΜΕΝΟΝ ΔΙΣΚΟΝ xyxy=(1366,259,1594,328)
left-block xyxy=(480,427,1034,1024)
article-body: ΤΥΝΙΣ 30 (Ρ) — Ἡ Τυνησία θὰ ἐκλέξῃ τὴν πρώτην αὐτῆς Ἐθνοσυνέλευσιν τὴν 8ην Νοεμβρίου. Αἱ ἐκλογαὶ θὰ διεξαχθοῦν μὲ βάσιν τὸ νέον Σύνταγμα τῆς 1ης Ἰουνίου 1959. Ἡ Ἐθνοσυνέλευσις θὰ ἀποτελῆται ἀπὸ 90 μέλη. Ὁ Πρόεδρος Μπουργκίμπα θὰ ἐκλεγῇ διὰ πέντε ἔτη. xyxy=(480,812,1034,882)
headline: Η ΣΗΜΕΡΙΝΗ ΥΓΡΑΣΙΑ xyxy=(1377,970,1583,991)
article-text: Δύο ἀεροπλάνα καὶ τέσσαρες μοῖραι ἀμερικανικῶν ἀεροπλάνων ἀπογειώθησαν ἀπὸ Γαλλίας διὰ Ἀγγλίαν. Κατὰ τὰς ἀρχὰς τοῦ τρέχοντος μηνὸς ἡ Κυβέρνησις τῶν ΗΠΑ ἀπεφάσισε τὴν μεταφορὰν τῶν πυρηνικῶν βομβαρδιστικῶν ἐκ Γαλλίας, ἐπειδὴ ἡ Γαλλία δὲν ἐπιτρέπει τὴν ἀποθήκευσιν πυρηνικῶν ὅπλων εἰς τὸ ἔδαφός της. xyxy=(6,1204,476,1309)
article-japan xyxy=(1366,544,1594,746)
headline: ΗΝΟΙΞΑΝ ΤΑ ΣΥΝΟΡΑ ΙΟΡΔΑΝΙΑΣ ΗΝΩΜ. ΑΡΑΒΙΚΗΣ ΔΗΜΟΚΡΑΤΙΑΣ xyxy=(44,46,438,95)
dateline: ΛΟΝΔΙΝΟΝ 30 (ΓΠ) xyxy=(488,176,631,192)
subtitle: Τί μεταδίδει σχετικῶς τὸ «Ρέουτερ» xyxy=(745,1105,1095,1128)
article-body: Ν. ΥΟΡΚΗ 30 (Ρ) — Τρομακτικὸν δυστύχημα συνέβη εἰς 175 ἀπόστασιν ἀπὸ τὴν πόλιν, ὅταν ἓν λεωφορεῖον μὲ ἐπιβάτας ἔπεσεν εἰς τὸν ποταμὸν. Μέχρι στιγμῆς ἀνεσύρθησαν 13 πτώματα. Πολλοὶ ἐπιβάται ἐτραυματίσθησαν σοβαρῶς. Αἱ ἀρχαὶ ἐρευνοῦν τὰ αἴτια τοῦ δυστυχήματος. xyxy=(480,941,1034,1010)
article-russia-india xyxy=(6,827,476,930)
divider xyxy=(6,645,476,646)
article-body: ΡΥΪΣΛΙΠ (Ἀγγλία) 30 (Ρ) — Δύο ἀεροπλάνα καὶ τέσσαρες μοῖραι ἀμερικανικῶν ἀεροπλάνων ἀπογειώθησαν ἀπὸ Γαλλίας διὰ Ἀγγλίαν. Κατὰ τὰς ἀρχὰς τοῦ τρέχοντος μηνὸς ἡ Κυβέρνησις τῶν ΗΠΑ ἀπεφάσισε τὴν μεταφορὰν τῶν πυρηνικῶν βομβαρδιστικῶν ἐκ Γαλλίας, ἐπειδὴ ἡ Γαλλία δὲν ἐπιτρέπει τὴν ἀποθήκευσιν πυρηνικῶν ὅπλων εἰς τὸ ἔδαφός της. xyxy=(6,1204,476,1309)
article-planes xyxy=(6,1129,476,1318)
dateline: ΝΤΙΤΡΟΪΤ 30 (Ρ) xyxy=(6,1355,124,1371)
article-ufo xyxy=(1366,259,1594,532)
divider xyxy=(6,342,476,343)
dateline: ΤΟΚΙΟ 29 (Ρ) xyxy=(1366,614,1483,630)
divider xyxy=(6,814,476,815)
dateline: ΣΒΕΡΔΛΟΒΣΚ 29 (Π. Ε.) xyxy=(6,967,188,983)
article-dog xyxy=(6,658,476,815)
article-body: ΜΟΣΧΑ 27 (ΙV) — Ὁ γαμβρὸς τοῦ κ. Χρουστσὼφ Ἀλέξης Ἀτζουμπέη ἐδήλωσε ὅτι ἡ Σοβιετικὴ Ἕνωσις δὲν κατεσκεύασε ἰπτάμενον δίσκον. Ὁ ἰδιοκτήτης τῆς «Ἰζβέστια» ἀνέφερε ὅτι τὰ ἰπτάμενα ἀντικείμενα ποὺ παρατηροῦνται δὲν εἶναι σοβιετικῆς κατασκευῆς. Ἐπὶ πλέον ἡ Ρωσία δὲν ἀσχολεῖται μὲ τοιαύτας κατασκευάς. xyxy=(1366,328,1594,524)
lead-body: ΛΟΝΔΙΝΟΝ 30 (ΓΠ) — Τὸ ζήτημα τῶν σχέσεων Γρίβα – Ἀρχιεπισκόπου Μακαρίου ἐξακολουθεῖ νὰ ἀπασχολῇ τὸν ἀγγλικὸν Τύπον. Ὁ εἰς τὰς Ἀθήνας ἀνταποκριτὴς τοῦ «Ὀμπζέρβερ» κ. Λέσλι Φίνερ, εἰς μακρὰν ταχυδρομικὴν ἀνταπόκρισιν του περὶ τοῦ θέματος Γρίβα, γράφει ὅτι ἡ ἔλευσις εἰς Ἀθήνας τοῦ παλαιοῦ ἐν Κύπρῳ συναγωνιστοῦ τοῦ στρατηγοῦ ἐπέτυχε μίαν μερικὴν ἀνακοχὴν εἰς τὸν ἀγῶνα πολέμου ἀκροβολισμοῦ μεταξὺ τοῦ Γρίβα καὶ τοῦ Ἀρχιεπισκόπου Μακαρίου. Ἀσφαλῶς ἡ ἀτμόσφαιρα εἶναι τώρα κάπως ἠρεμωτέρα. Ὁ Γρίβας πρέπει νὰ ἀποφασίσῃ μέχρι τοῦ φθινοπώρου ἐὰν θὰ κατέλθῃ εἰς τὴν πολιτικήν. Ἡ ἐπιδίωξις συνεχίζει ὁ ἀνταποκριτής, τῆς σταθερᾶς ὁδοῦ τῆς πολιτικῆς τοῦ Μακαρίου ἀποτελεῖ τὸ κύριον ζήτημα τῶν ἡμερῶν. Οἱ Κύπριοι ἀναμένουν τὰς ἀποφάσεις των μὲ μεγάλον ἐνδιαφέρον. Ὁ βρεταννὸς ἀνταποκριτὴς παρατηρεῖ ὅτι ἡ ἐξέλιξις τοῦ Γρίβα εἶναι ἐκπληκτική. Κατὰ τὴν γνώμην του, ὁ στρατηγὸς θὰ διαδραματίσῃ ἀποφασιστικὸν ρόλον εἰς τὰ πράγματα τῆς Κύπρου, εἴτε ὡς ἀρχηγὸς κόμματος εἴτε ὡς σύμβουλος τῶν παλαιῶν ἀγωνιστῶν τῆς ΕΟΚΑ. Ἡ θεωρία αὐτὴ ἐναρμονίζεται μὲ τὴν ἀπόφασιν τοῦ Γρίβα καὶ τῶν ὑποστηρικτῶν του ὅπως διατηρήσουν ζωντανὴν τὴν διάθεσιν ἐπὶ τῶν ὅρων τῆς διευθετήσεως τοῦ Κυπριακοῦ. Η ΕΞΕΛΙΞΙΣ ΤΟΥ ΣΤΡΑΤΗΓΟΥ ΤΑ ΣΧΕΔΙΑ ΤΟΥ xyxy=(488,176,1352,407)
article-water xyxy=(6,489,476,646)
dateline: ΤΥΝΙΣ 30 (Ρ) xyxy=(480,812,573,828)
lead-article xyxy=(480,46,1360,415)
dateline: Ν. ΔΕΛΧΙ 30 (Ρ) xyxy=(6,852,132,868)
divider xyxy=(6,1116,476,1117)
dateline: ΛΟΝΔΙΝΟΝ 30 (Γ Π) xyxy=(480,530,620,546)
headline: ΡΩΣΣΙΑ ΚΑΙ ΙΝΔΙΑΙ xyxy=(131,825,351,851)
